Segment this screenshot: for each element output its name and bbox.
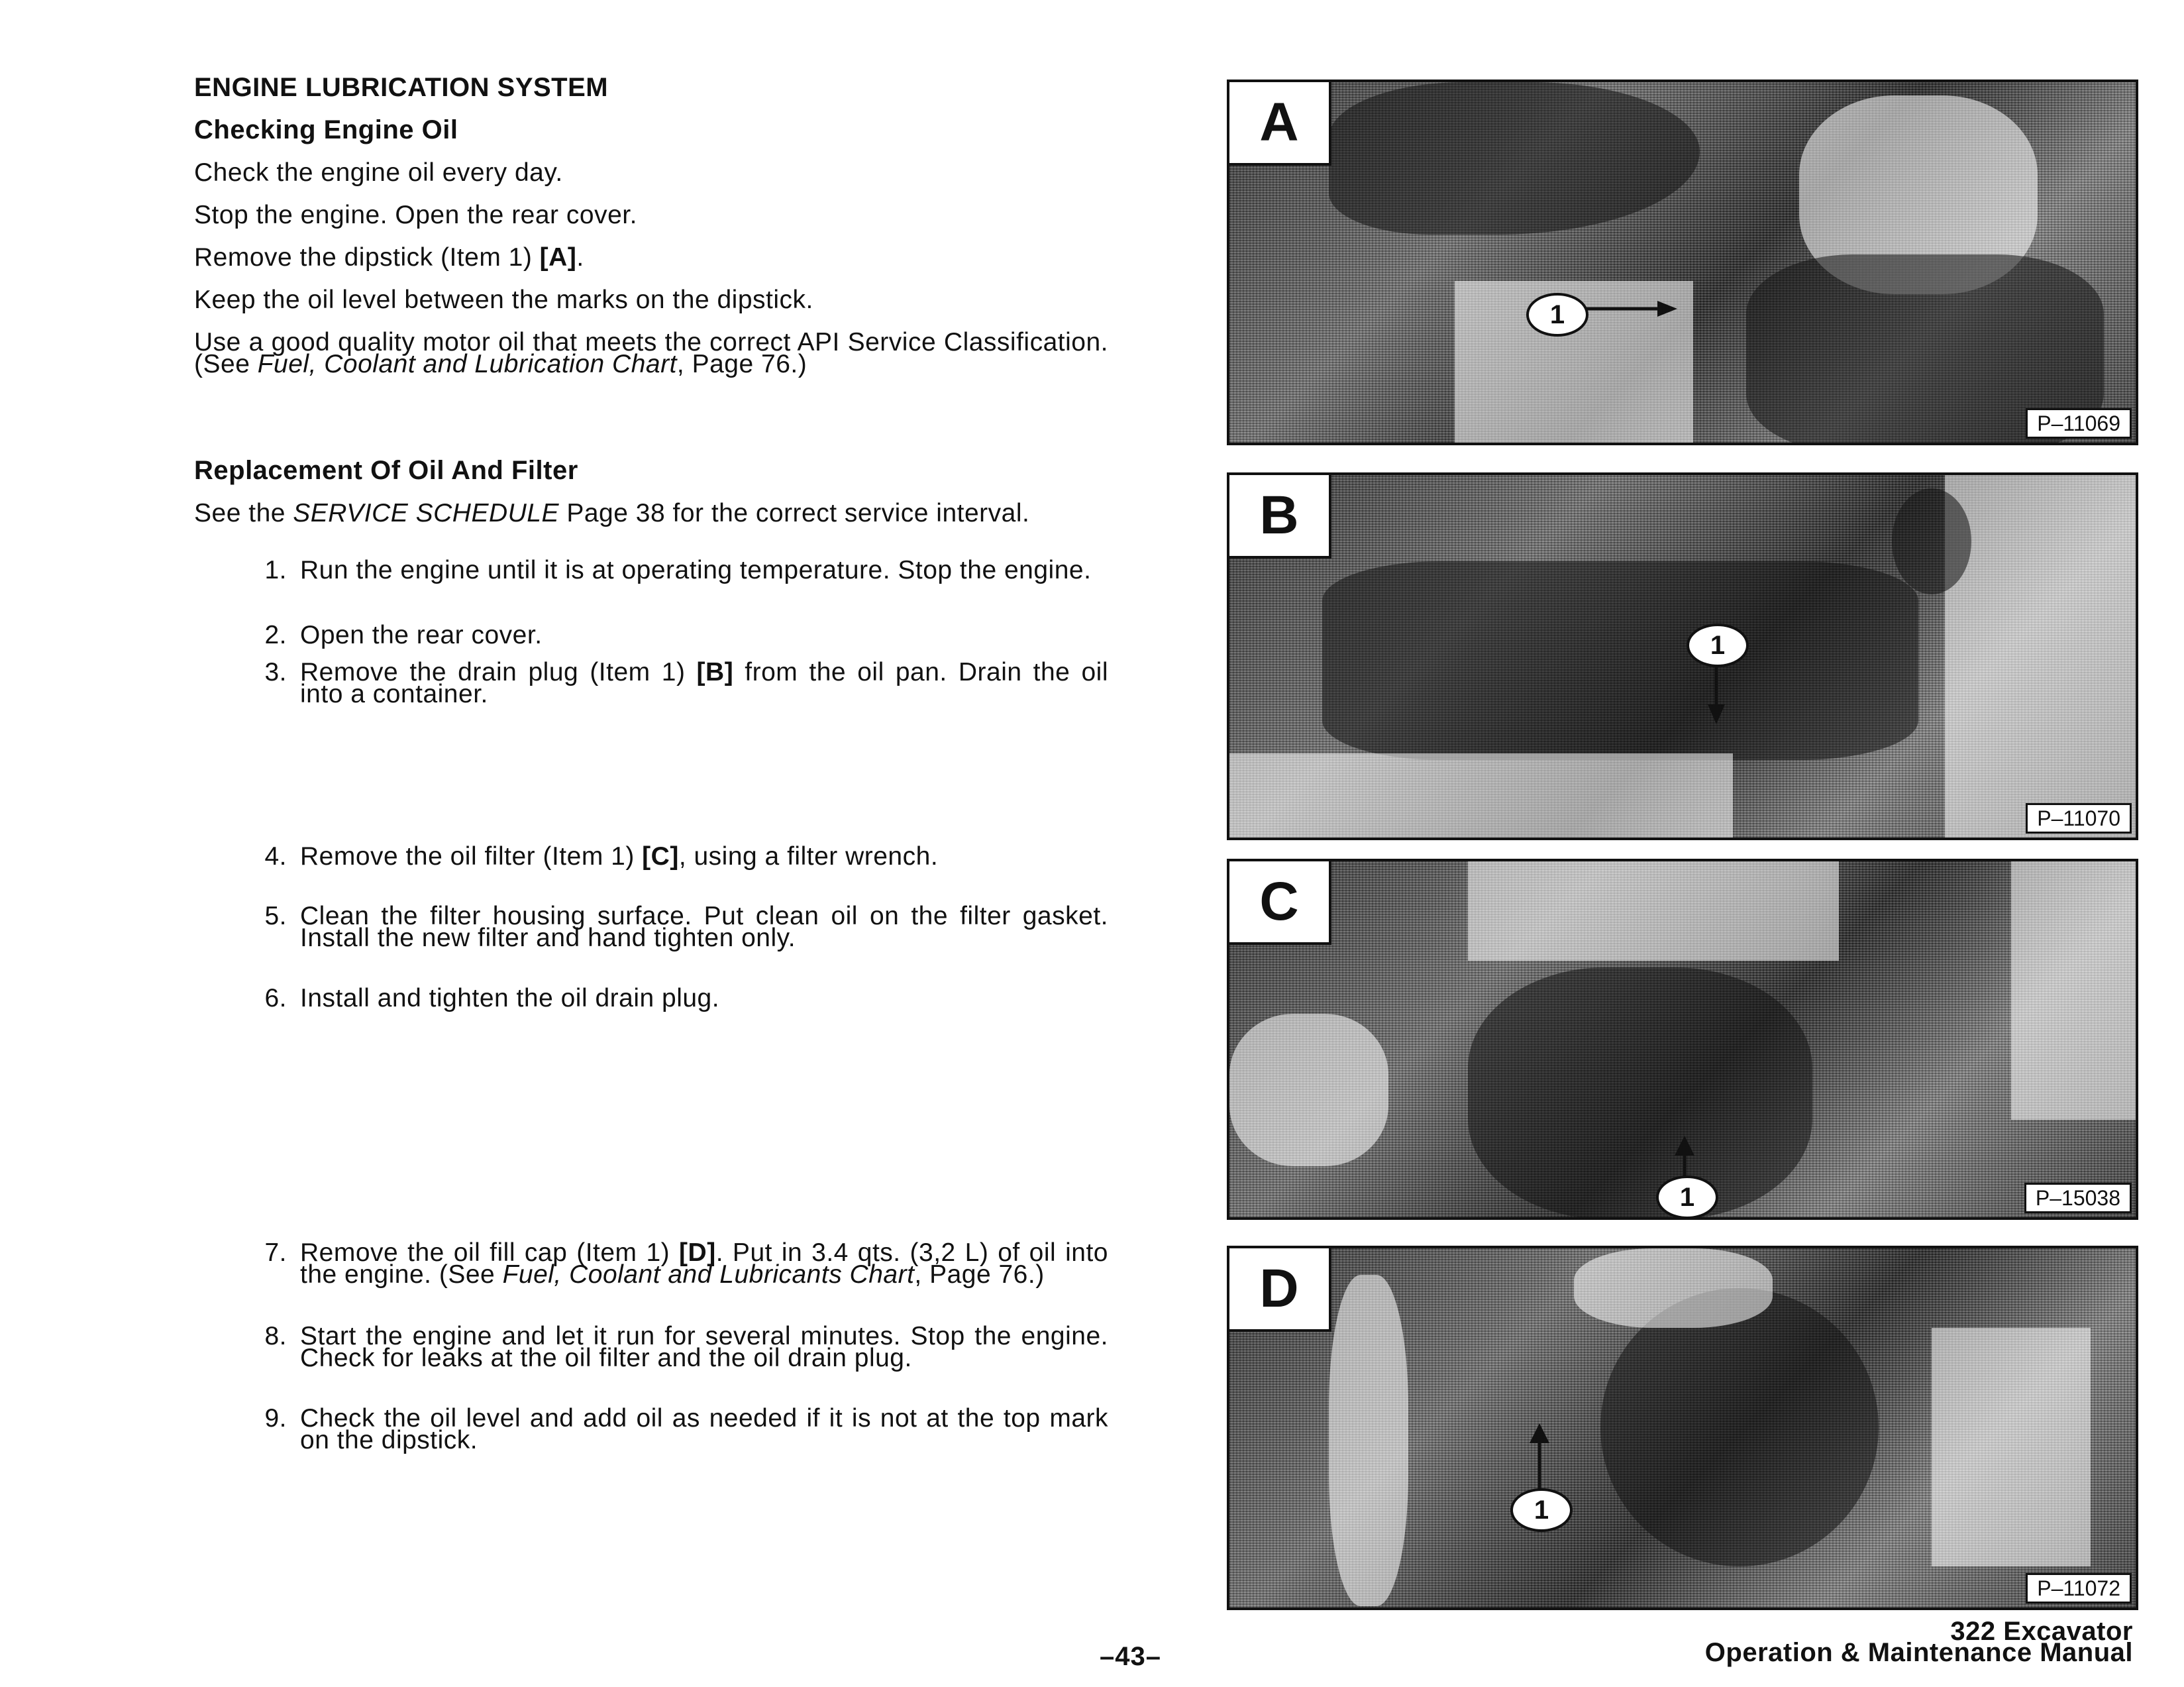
step-text: Start the engine and let it run for several minutes. Stop the engine. Check for leaks at the oil filter and the oil drain plug. (300, 1322, 1108, 1372)
step-text: Clean the filter housing surface. Put clean oil on the filter gasket. Install the new filter and hand tighten only. (300, 902, 1108, 952)
figure-ref-a: [A] (539, 243, 577, 272)
figure-b-photo (1227, 472, 2138, 840)
model-name: 322 Excavator (1950, 1617, 2133, 1646)
step-number: 4. (264, 842, 287, 871)
step-text (300, 842, 1108, 871)
figure-c-photo (1227, 859, 2138, 1220)
replacement-intro (194, 499, 1108, 527)
step-text-part: , using a filter wrench. (678, 842, 939, 871)
photo-code: P–11072 (2026, 1573, 2132, 1604)
item-callout: 1 (1687, 624, 1749, 667)
photo-code: P–11069 (2026, 408, 2132, 439)
manual-footer (1704, 1617, 2133, 1667)
step-text-part: , Page 76.) (914, 1260, 1045, 1289)
step-number: 5. (264, 902, 287, 930)
figure-letter: D (1229, 1248, 1331, 1332)
replacement-intro-end: Page 38 for the correct service interval. (559, 499, 1030, 527)
checking-para-2: Stop the engine. Open the rear cover. (194, 201, 637, 229)
checking-oil-heading: Checking Engine Oil (194, 115, 458, 144)
item-callout: 1 (1656, 1175, 1718, 1219)
callout-arrow-icon (1526, 1422, 1553, 1495)
service-schedule-reference: SERVICE SCHEDULE (293, 499, 560, 527)
step-number: 3. (264, 658, 287, 686)
step-text-part: Remove the oil fill cap (Item 1) (300, 1238, 680, 1267)
checking-para-5-text: Use a good quality motor oil that meets the correct API Service Classification. (See (194, 328, 1108, 378)
section-title: ENGINE LUBRICATION SYSTEM (194, 73, 609, 102)
chart-reference: Fuel, Coolant and Lubricants Chart (502, 1260, 915, 1289)
step-number: 8. (264, 1322, 287, 1350)
step-text: Open the rear cover. (300, 621, 543, 649)
checking-para-3-text: Remove the dipstick (Item 1) (194, 243, 540, 272)
checking-para-1: Check the engine oil every day. (194, 158, 563, 187)
checking-para-3 (194, 243, 1108, 272)
figure-letter: C (1229, 861, 1331, 945)
photo-code: P–15038 (2024, 1183, 2132, 1213)
figure-ref-d: [D] (679, 1238, 716, 1267)
figure-letter: B (1229, 475, 1331, 559)
step-text (300, 658, 1108, 708)
figure-a-photo (1227, 80, 2138, 445)
step-text-part: Remove the drain plug (Item 1) (300, 658, 697, 686)
step-number: 9. (264, 1404, 287, 1433)
step-text (300, 1238, 1108, 1289)
callout-arrow-icon (1706, 666, 1726, 726)
page-number: –43– (1100, 1642, 1161, 1671)
step-text: Run the engine until it is at operating temperature. Stop the engine. (300, 556, 1092, 584)
callout-arrow-icon (1586, 299, 1679, 319)
step-number: 6. (264, 984, 287, 1012)
step-text-part: . Put in 3.4 qts. (3,2 L) of oil into the engine. (See (300, 1238, 1108, 1289)
manual-title: Operation & Maintenance Manual (1704, 1638, 2133, 1667)
figure-letter: A (1229, 82, 1331, 166)
replacement-heading: Replacement Of Oil And Filter (194, 456, 578, 485)
replacement-intro-text: See the (194, 499, 293, 527)
item-callout: 1 (1526, 293, 1588, 337)
step-text: Check the oil level and add oil as needed if it is not at the top mark on the dipstick. (300, 1404, 1108, 1454)
step-number: 2. (264, 621, 287, 649)
checking-para-5 (194, 328, 1108, 378)
checking-para-3-end: . (576, 243, 584, 272)
chart-reference: Fuel, Coolant and Lubrication Chart (257, 350, 677, 378)
item-callout: 1 (1510, 1488, 1573, 1532)
step-text: Install and tighten the oil drain plug. (300, 984, 720, 1012)
figure-d-photo (1227, 1246, 2138, 1610)
step-text-part: Remove the oil filter (Item 1) (300, 842, 643, 871)
photo-code: P–11070 (2026, 803, 2132, 834)
step-text-part: from the oil pan. Drain the oil into a container. (300, 658, 1108, 708)
step-number: 1. (264, 556, 287, 584)
figure-ref-c: [C] (642, 842, 679, 871)
step-number: 7. (264, 1238, 287, 1267)
checking-para-5-end: , Page 76.) (676, 350, 807, 378)
checking-para-4: Keep the oil level between the marks on the dipstick. (194, 286, 813, 314)
figure-ref-b: [B] (696, 658, 734, 686)
